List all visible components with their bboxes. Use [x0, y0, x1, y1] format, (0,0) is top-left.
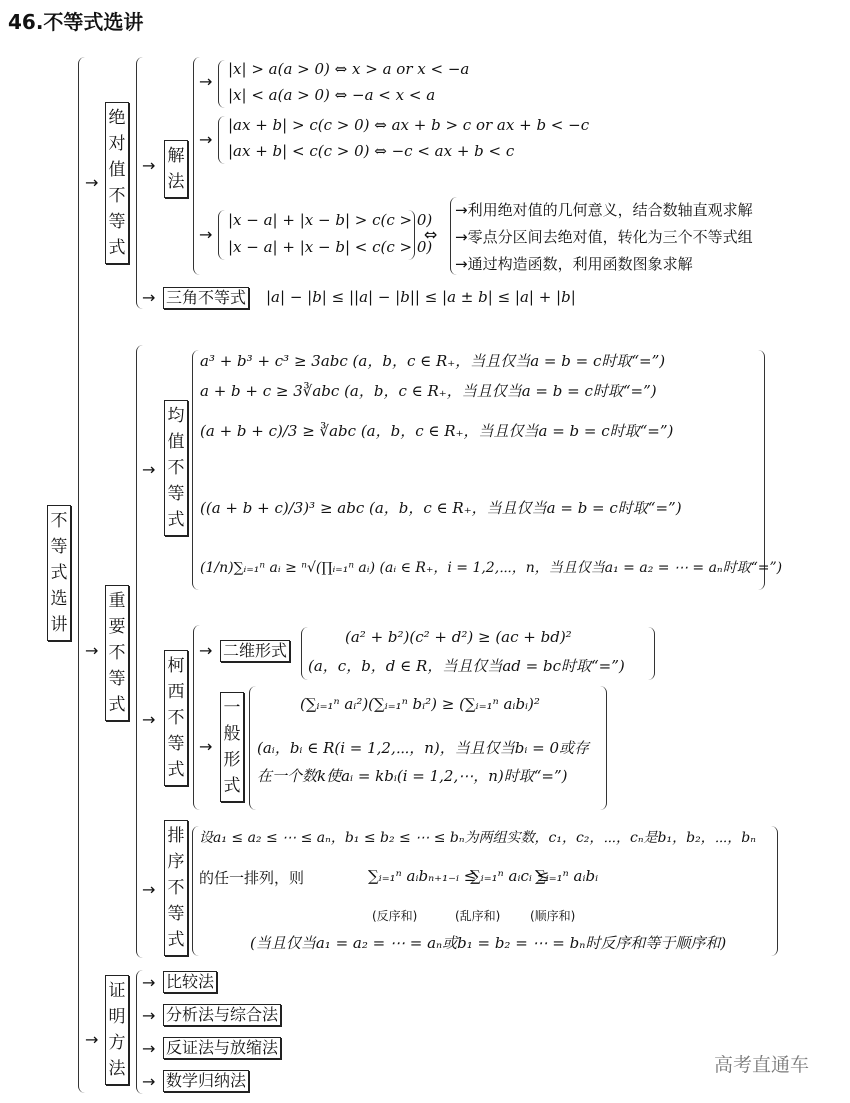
arrow-icon: →	[199, 641, 213, 660]
method-item: →零点分区间去绝对值，转化为三个不等式组	[455, 228, 753, 246]
formula: (a + b + c)/3 ≥ ∛abc (a，b，c ∈ R₊，当且仅当a = b = c时取“=”)	[200, 422, 674, 440]
formula: (∑ᵢ₌₁ⁿ aᵢ²)(∑ᵢ₌₁ⁿ bᵢ²) ≥ (∑ᵢ₌₁ⁿ aᵢbᵢ)²	[300, 695, 540, 713]
node-general-form: 一般形式	[220, 692, 244, 802]
pair-brace	[218, 116, 225, 164]
page-title: 46.不等式选讲	[8, 10, 144, 34]
formula: |ax + b| > c(c > 0) ⇔ ax + b > c or ax + b < −c	[228, 116, 590, 134]
arrow-icon: →	[142, 973, 156, 992]
formula: 设a₁ ≤ a₂ ≤ ⋯ ≤ aₙ，b₁ ≤ b₂ ≤ ⋯ ≤ bₙ为两组实数，c₁，c₂，⋯，cₙ是b₁，b₂，⋯，bₙ	[199, 830, 756, 846]
paren-right	[771, 826, 778, 956]
sum-ordered: ∑ᵢ₌₁ⁿ aᵢbᵢ	[535, 867, 599, 885]
arrow-icon: →	[142, 460, 156, 479]
arrow-icon: →	[142, 1072, 156, 1091]
arrow-icon: →	[142, 710, 156, 729]
node-rearrangement-inequality: 排序不等式	[164, 820, 188, 956]
formula: |x − a| + |x − b| < c(c > 0)	[228, 238, 433, 256]
pair-brace-right	[408, 210, 415, 260]
formula: (a² + b²)(c² + d²) ≥ (ac + bd)²	[345, 628, 572, 646]
node-proof-methods: 证明方法	[105, 975, 129, 1085]
formula: |x − a| + |x − b| > c(c > 0)	[228, 211, 433, 229]
sum-reverse: ∑ᵢ₌₁ⁿ aᵢbₙ₊₁₋ᵢ ≤	[368, 867, 477, 885]
formula: a³ + b³ + c³ ≥ 3abc (a，b，c ∈ R₊，当且仅当a = b = c时取“=”)	[200, 352, 666, 370]
formula: (a，c，b，d ∈ R，当且仅当ad = bc时取“=”)	[308, 657, 625, 675]
arrow-icon: →	[142, 288, 156, 307]
formula: a + b + c ≥ 3∛abc (a，b，c ∈ R₊，当且仅当a = b = c时取“=”)	[200, 382, 657, 400]
formula: |a| − |b| ≤ ||a| − |b|| ≤ |a ± b| ≤ |a| + |b|	[266, 288, 576, 306]
root-node: 不等式选讲	[47, 505, 71, 641]
text: 的任一排列，则	[199, 869, 305, 887]
sum-label: (反序和)	[372, 909, 418, 923]
formula: |x| < a(a > 0) ⇔ −a < x < a	[228, 86, 436, 104]
formula: |ax + b| < c(c > 0) ⇔ −c < ax + b < c	[228, 142, 515, 160]
node-cauchy-inequality: 柯西不等式	[164, 650, 188, 786]
proof-item: 比较法	[163, 971, 217, 993]
arrow-icon: →	[199, 737, 213, 756]
mean-paren-right	[758, 350, 765, 590]
pair-brace	[218, 210, 225, 260]
proof-item: 数学归纳法	[163, 1070, 249, 1092]
formula: |x| > a(a > 0) ⇔ x > a or x < −a	[228, 60, 470, 78]
arrow-icon: →	[85, 641, 99, 660]
proof-item: 分析法与综合法	[163, 1004, 281, 1026]
paren	[249, 686, 256, 810]
node-solution: 解法	[164, 140, 188, 198]
root-brace	[78, 57, 85, 1093]
formula: (aᵢ，bᵢ ∈ R(i = 1,2,⋯，n)，当且仅当bᵢ = 0或存	[257, 739, 590, 757]
important-brace	[136, 345, 143, 958]
paren-right	[648, 627, 655, 680]
paren	[301, 627, 308, 680]
node-important-inequality: 重要不等式	[105, 585, 129, 721]
arrow-icon: →	[85, 173, 99, 192]
sum-random: ∑ᵢ₌₁ⁿ aᵢcᵢ ≤	[470, 867, 550, 885]
node-two-dim-form: 二维形式	[220, 640, 290, 662]
arrow-icon: →	[199, 225, 213, 244]
paren	[192, 826, 199, 956]
formula: (当且仅当a₁ = a₂ = ⋯ = aₙ或b₁ = b₂ = ⋯ = bₙ时反序和等于顺序和)	[250, 934, 727, 952]
node-abs-inequality: 绝对值不等式	[105, 102, 129, 264]
paren-right	[600, 686, 607, 810]
formula: ((a + b + c)/3)³ ≥ abc (a，b，c ∈ R₊，当且仅当a = b = c时取“=”)	[200, 499, 682, 517]
pair-brace	[218, 60, 225, 108]
sum-label: (顺序和)	[530, 909, 576, 923]
arrow-icon: →	[85, 1030, 99, 1049]
proof-item: 反证法与放缩法	[163, 1037, 281, 1059]
abs-brace	[136, 57, 143, 309]
formula: 在一个数k使aᵢ = kbᵢ(i = 1,2,⋯，n)时取“=”)	[257, 767, 568, 785]
arrow-icon: →	[142, 880, 156, 899]
formula: (1/n)∑ᵢ₌₁ⁿ aᵢ ≥ ⁿ√(∏ᵢ₌₁ⁿ aᵢ) (aᵢ ∈ R₊，i = 1,2,⋯，n，当且仅当a₁ = a₂ = ⋯ = aₙ时取“=”)	[200, 560, 783, 576]
arrow-icon: →	[142, 1039, 156, 1058]
method-item: →通过构造函数，利用函数图象求解	[455, 255, 693, 273]
node-mean-inequality: 均值不等式	[164, 400, 188, 536]
method-item: →利用绝对值的几何意义，结合数轴直观求解	[455, 201, 753, 219]
arrow-icon: →	[142, 156, 156, 175]
watermark: 高考直通车	[714, 1054, 810, 1076]
sum-label: (乱序和)	[455, 909, 501, 923]
node-triangle-inequality: 三角不等式	[163, 287, 249, 309]
arrow-icon: →	[199, 130, 213, 149]
mean-paren	[192, 350, 199, 590]
arrow-icon: →	[199, 72, 213, 91]
arrow-icon: →	[142, 1006, 156, 1025]
iff-icon: ⇔	[424, 225, 438, 244]
